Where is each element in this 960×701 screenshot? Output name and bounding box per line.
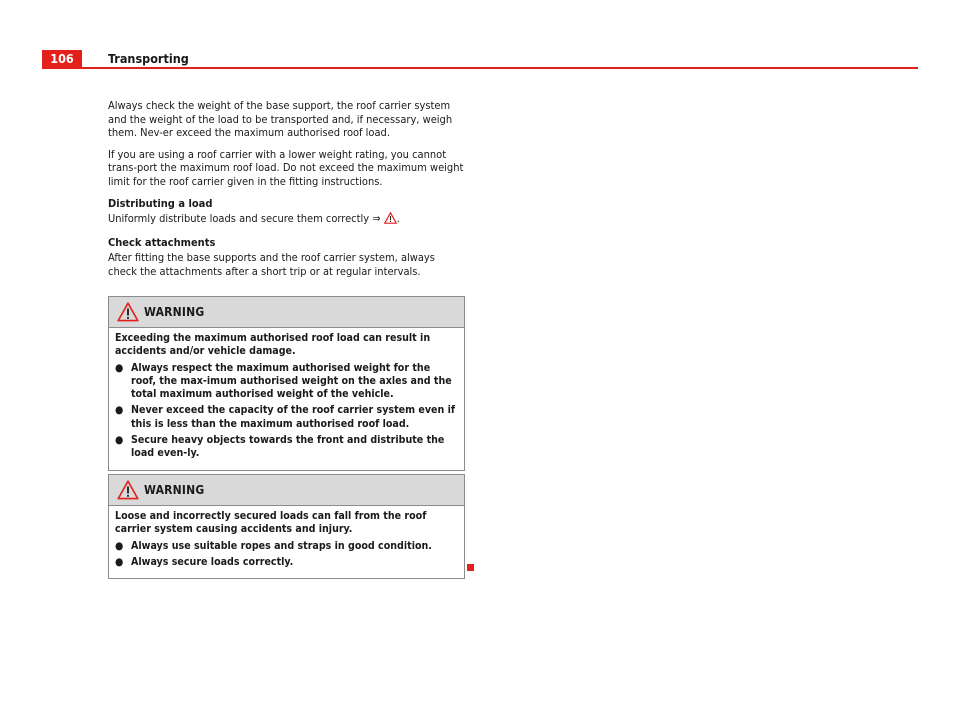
section-title: Transporting <box>108 51 189 66</box>
warning-title: WARNING <box>144 483 205 497</box>
warning-triangle-icon <box>117 480 139 504</box>
warning-box-loose-loads <box>108 474 465 579</box>
bullet-text: Never exceed the capacity of the roof carrier system even if this is less than the maximum authorised roof load. <box>131 404 456 430</box>
cross-reference-arrow[interactable]: ⇒ <box>372 212 381 226</box>
warning-header <box>109 475 464 506</box>
warning-bullet <box>115 556 458 569</box>
distribute-text: Uniformly distribute loads and secure them correctly <box>108 212 373 226</box>
paragraph-lower-rating: If you are using a roof carrier with a lower weight rating, you cannot trans-port the maximum roof load. Do not exceed the maximum weight limit for the roof carrier given in the fitting instructions. <box>108 147 464 188</box>
paragraph-distribute <box>108 212 464 228</box>
warning-bullet <box>115 540 458 553</box>
distribute-period: . <box>396 212 400 226</box>
main-text <box>108 99 464 287</box>
bullet-text: Always respect the maximum authorised weight for the roof, the max-imum authorised weight on the axles and the total maximum authorised weight of the vehicle. <box>131 361 452 401</box>
warning-intro: Exceeding the maximum authorised roof load can result in accidents and/or vehicle damage. <box>115 332 431 358</box>
bullet-symbol: ● <box>115 539 124 552</box>
warning-body <box>109 328 464 470</box>
bullet-symbol: ● <box>115 555 124 568</box>
bullet-text: Always secure loads correctly. <box>131 555 294 568</box>
heading-check-attachments: Check attachments <box>108 235 216 249</box>
bullet-text: Always use suitable ropes and straps in good condition. <box>131 539 432 552</box>
header-divider <box>42 67 918 69</box>
warning-bullet <box>115 362 458 402</box>
page-number: 106 <box>42 50 82 68</box>
bullet-text: Secure heavy objects towards the front and distribute the load even-ly. <box>131 434 445 460</box>
warning-triangle-icon[interactable] <box>384 212 397 228</box>
heading-distributing-load: Distributing a load <box>108 196 213 210</box>
warning-triangle-icon <box>117 302 139 326</box>
warning-body <box>109 506 464 578</box>
warning-header <box>109 297 464 328</box>
paragraph-weight-check: Always check the weight of the base support, the roof carrier system and the weight of the load to be transported and, if necessary, weigh them. Nev-er exceed the maximum authorised roof load. <box>108 99 453 140</box>
warning-title: WARNING <box>144 305 205 319</box>
warning-bullet <box>115 404 458 431</box>
warning-intro: Loose and incorrectly secured loads can fall from the roof carrier system causing accidents and injury. <box>115 510 427 536</box>
end-of-section-marker <box>467 564 474 571</box>
bullet-symbol: ● <box>115 361 124 374</box>
warning-bullet <box>115 434 458 461</box>
paragraph-check-attachments: After fitting the base supports and the roof carrier system, always check the attachments after a short trip or at regular intervals. <box>108 251 435 278</box>
bullet-symbol: ● <box>115 434 124 447</box>
bullet-symbol: ● <box>115 404 124 417</box>
warning-box-roof-load <box>108 296 465 471</box>
